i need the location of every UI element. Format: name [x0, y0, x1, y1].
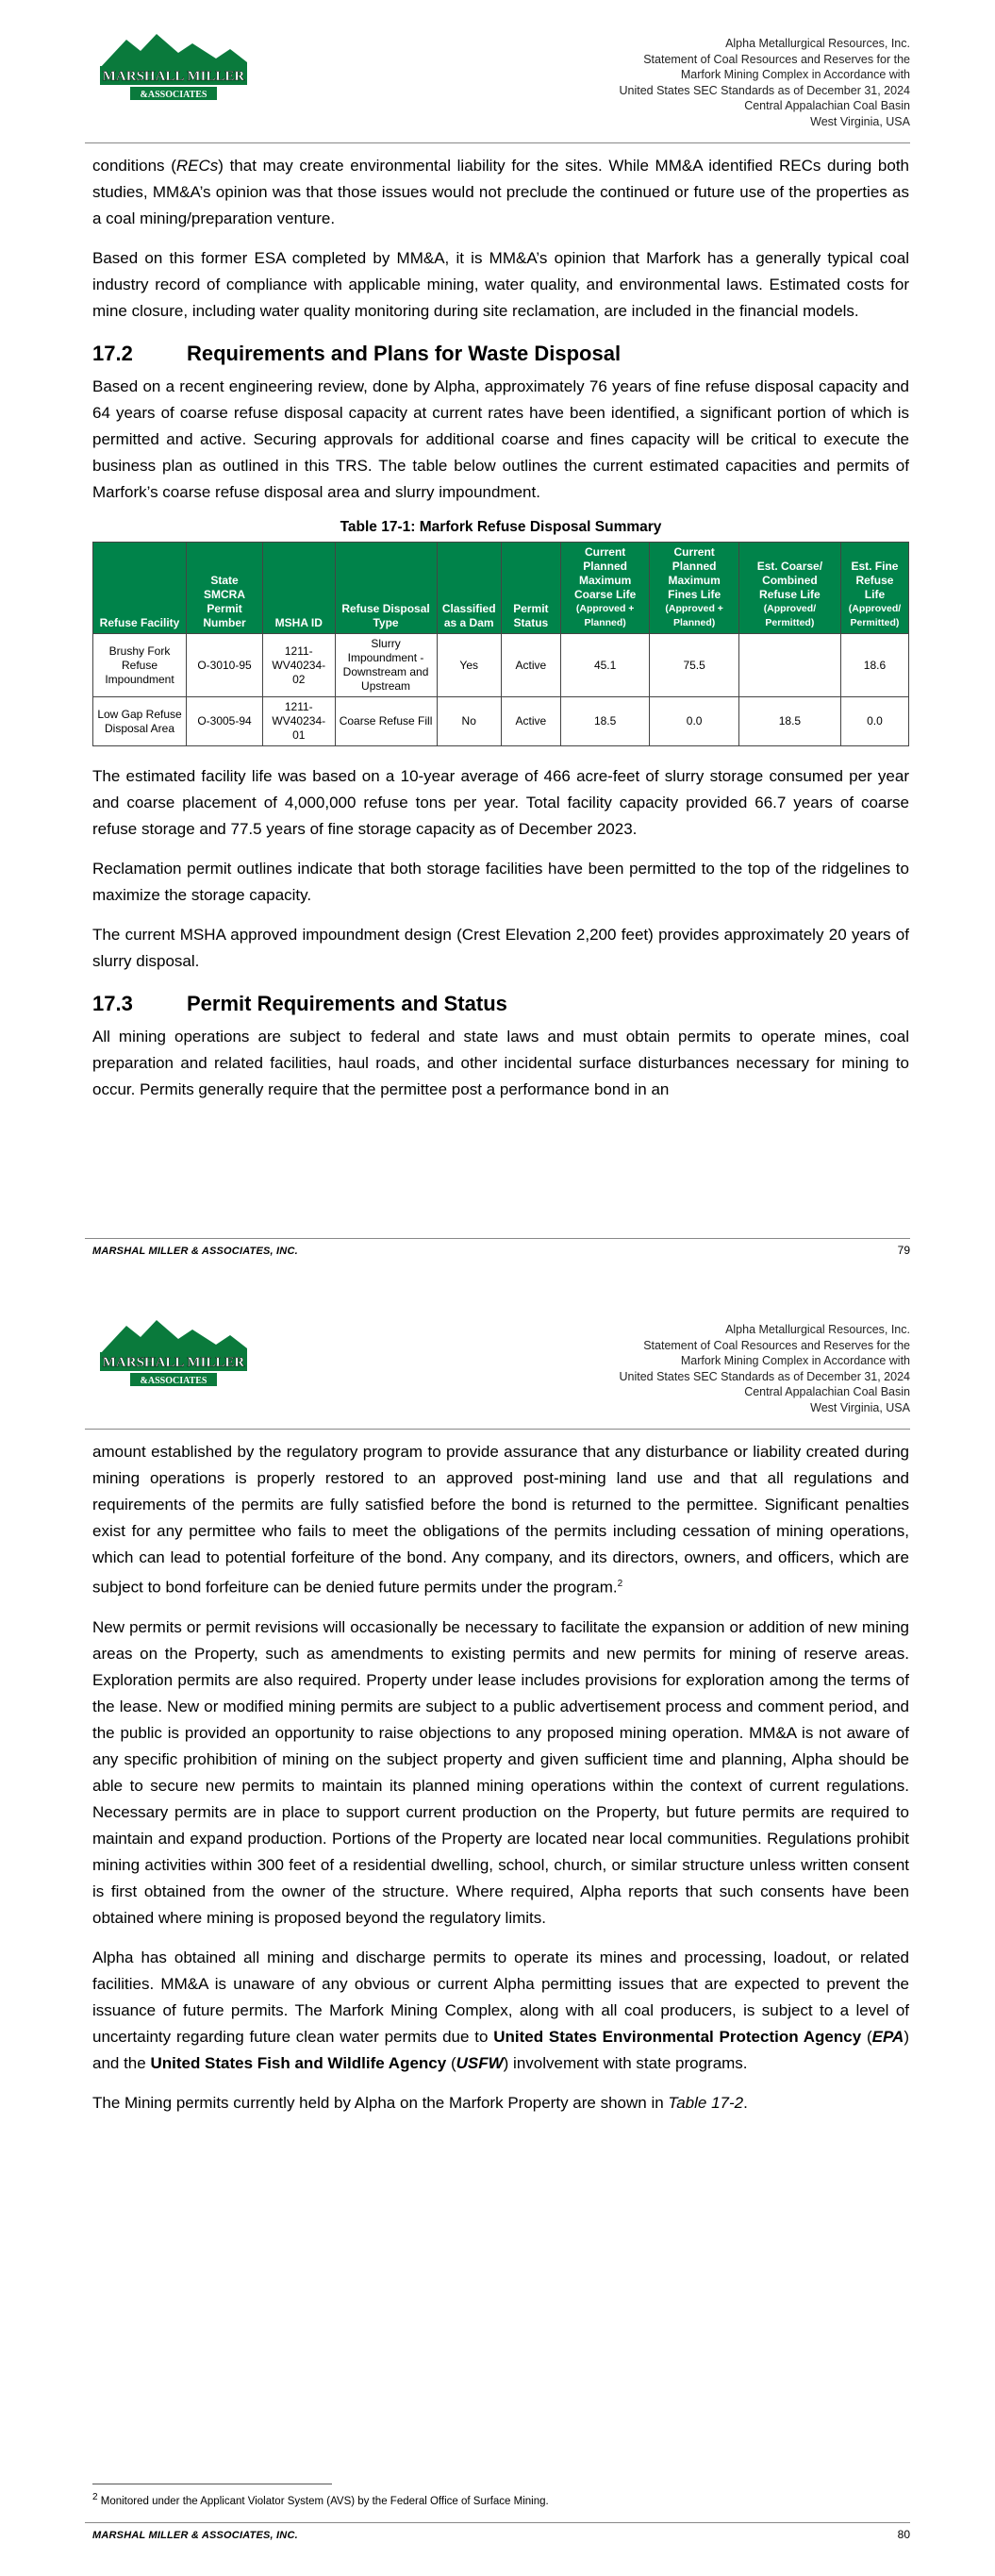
column-header: Current Planned Maximum Coarse Life (Approved + Planned): [560, 543, 650, 634]
table-header-row: [93, 543, 909, 634]
logo-text-top: MARSHALL MILLER: [102, 1355, 245, 1370]
table-row: [93, 634, 909, 697]
page-body: [92, 153, 909, 1116]
paragraph: All mining operations are subject to federal and state laws and must obtain permits to operate mines, coal preparation and related facilities, haul roads, and other incidental surface disturbances necessary for mining to occur. Permits generally require that the permittee post a performance bond in an: [92, 1028, 909, 1098]
page-number: 80: [897, 2528, 910, 2541]
paragraph: Based on a recent engineering review, done by Alpha, approximately 76 years of fine refuse disposal capacity and 64 years of coarse refuse disposal capacity at current rates have been identified, a significant portion of which is permitted and active. Securing approvals for additional coarse and fines capacity will be critical to execute the business plan as outlined in this TRS. The table below outlines the current estimated capacities and permits of Marfork’s coarse refuse disposal area and slurry impoundment.: [92, 377, 909, 501]
table-cell: O-3005-94: [187, 697, 263, 746]
table-reference: Table 17-2: [668, 2093, 744, 2112]
paragraph: New permits or permit revisions will occasionally be necessary to facilitate the expansion or addition of new mining areas on the Property, such as amendments to existing permits and new permits for mining of reserve areas. Exploration permits are also required. Property under lease includes provisions for exploration among the terms of the lease. New or modified mining permits are subject to a public advertisement process and comment period, and the public is provided an opportunity to raise objections to any proposed mining operation. MM&A is not aware of any specific prohibition of mining on the subject property and given sufficient time and planning, Alpha should be able to secure new permits to maintain its planned mining operations within the context of current regulations. Necessary permits are in place to support current production on the Property, but future permits are required to maintain and expand production. Portions of the Property are located near local communities. Regulations prohibit mining activities within 300 feet of a residential dwelling, school, church, or similar structure unless written consent is first obtained from the owner of the structure. Where required, Alpha reports that such consents have been obtained where mining is proposed beyond the regulatory limits.: [92, 1617, 909, 1927]
table-cell: 45.1: [560, 634, 650, 697]
header-line: Central Appalachian Coal Basin: [744, 1385, 910, 1398]
company-logo: [98, 1316, 249, 1388]
footer-company: MARSHAL MILLER & ASSOCIATES, INC.: [92, 2530, 298, 2541]
section-number: 17.3: [92, 992, 133, 1015]
header-line: Alpha Metallurgical Resources, Inc.: [725, 1323, 910, 1336]
table-row: [93, 697, 909, 746]
column-header: Permit Status: [501, 543, 560, 634]
header-line: United States SEC Standards as of December 31, 2024: [619, 1369, 910, 1383]
footnote-ref: 2: [617, 1579, 623, 1589]
header-line: United States SEC Standards as of December 31, 2024: [619, 83, 910, 97]
table-cell: Active: [501, 634, 560, 697]
logo-text-bottom: &ASSOCIATES: [140, 1376, 207, 1386]
header-divider: [85, 1429, 910, 1430]
header-divider: [85, 142, 910, 143]
section-title: Permit Requirements and Status: [187, 992, 507, 1015]
header-line: Central Appalachian Coal Basin: [744, 99, 910, 112]
paragraph: The Mining permits currently held by Alpha on the Marfork Property are shown in Table 17-2.: [92, 2093, 748, 2112]
header-line: West Virginia, USA: [810, 1400, 910, 1414]
paragraph: The current MSHA approved impoundment design (Crest Elevation 2,200 feet) provides approximately 20 years of slurry disposal.: [92, 926, 909, 970]
column-header: Current Planned Maximum Fines Life (Approved + Planned): [650, 543, 739, 634]
footnote: $^2$ Monitored under the Applicant Violator System (AVS) by the Federal Office of Surface Mining.: [92, 2492, 549, 2507]
report-header: [619, 36, 910, 129]
column-header: Refuse Disposal Type: [335, 543, 437, 634]
footer-divider: [85, 1238, 910, 1239]
section-heading: [92, 338, 909, 370]
table-cell: Active: [501, 697, 560, 746]
header-line: Statement of Coal Resources and Reserves for the: [643, 1338, 910, 1352]
paragraph: conditions (RECs) that may create environmental liability for the sites. While MM&A identified RECs during both studies, MM&A’s opinion was that those issues would not preclude the continued or future use of the properties as a coal mining/preparation venture.: [92, 157, 909, 227]
footer-divider: [85, 2522, 910, 2523]
refuse-disposal-table: [92, 542, 909, 746]
column-header: MSHA ID: [263, 543, 336, 634]
table-cell: 0.0: [840, 697, 908, 746]
page-number: 79: [897, 1244, 910, 1257]
paragraph: Based on this former ESA completed by MM&A, it is MM&A’s opinion that Marfork has a generally typical coal industry record of compliance with applicable mining, water quality, and environmental laws. Estimated costs for mine closure, including water quality monitoring during site reclamation, are included in the financial models.: [92, 249, 909, 320]
table-cell: 75.5: [650, 634, 739, 697]
table-cell: O-3010-95: [187, 634, 263, 697]
table-cell: Yes: [437, 634, 501, 697]
report-header: [619, 1322, 910, 1415]
footer-company: MARSHAL MILLER & ASSOCIATES, INC.: [92, 1246, 298, 1257]
table-cell: Coarse Refuse Fill: [335, 697, 437, 746]
table-cell: 18.6: [840, 634, 908, 697]
paragraph: amount established by the regulatory program to provide assurance that any disturbance or liability created during mining operations is properly restored to an approved post-mining land use and that all regulations and requirements of the permits are fully satisfied before the bond is returned to the permittee. Significant penalties exist for any permittee who fails to meet the obligations of the permits including cessation of mining operations, which can lead to potential forfeiture of the bond. Any company, and its directors, owners, and officers, which are subject to bond forfeiture can be denied future permits under the program.$^2$: [92, 1443, 909, 1597]
table-cell: [738, 634, 840, 697]
table-cell: 1211-WV40234-01: [263, 697, 336, 746]
column-header: State SMCRA Permit Number: [187, 543, 263, 634]
page-body: [92, 1439, 909, 2130]
logo-text-top: MARSHALL MILLER: [102, 69, 245, 84]
table-cell: No: [437, 697, 501, 746]
header-line: Statement of Coal Resources and Reserves for the: [643, 52, 910, 66]
column-header: Classified as a Dam: [437, 543, 501, 634]
logo-text-bottom: &ASSOCIATES: [140, 90, 207, 100]
section-title: Requirements and Plans for Waste Disposal: [187, 342, 622, 365]
table-cell: Brushy Fork Refuse Impoundment: [93, 634, 187, 697]
paragraph: The estimated facility life was based on a 10-year average of 466 acre-feet of slurry storage consumed per year and coarse placement of 4,000,000 refuse tons per year. Total facility capacity provided 66.7 years of coarse refuse storage and 77.5 years of fine storage capacity as of December 2023.: [92, 767, 909, 838]
table-cell: 18.5: [560, 697, 650, 746]
header-line: West Virginia, USA: [810, 114, 910, 128]
table-cell: 18.5: [738, 697, 840, 746]
section-heading: [92, 988, 909, 1020]
page-80: [0, 1288, 995, 2576]
table-cell: 1211-WV40234-02: [263, 634, 336, 697]
table-cell: Low Gap Refuse Disposal Area: [93, 697, 187, 746]
paragraph: Alpha has obtained all mining and discharge permits to operate its mines and processing, loadout, or related facilities. MM&A is unaware of any obvious or current Alpha permitting issues that are expected to prevent the issuance of future permits. The Marfork Mining Complex, along with all coal producers, is subject to a level of uncertainty regarding future clean water permits due to United States Environmental Protection Agency (EPA) and the United States Fish and Wildlife Agency (USFW) involvement with state programs.: [92, 1948, 909, 2072]
company-logo: [98, 30, 249, 102]
table-cell: Slurry Impoundment - Downstream and Upstream: [335, 634, 437, 697]
column-header: Refuse Facility: [93, 543, 187, 634]
header-line: Marfork Mining Complex in Accordance with: [680, 1354, 910, 1367]
table-caption: Table 17-1: Marfork Refuse Disposal Summary: [340, 519, 662, 535]
column-header: Est. Fine Refuse Life (Approved/ Permitted): [840, 543, 908, 634]
table-cell: 0.0: [650, 697, 739, 746]
paragraph: Reclamation permit outlines indicate that both storage facilities have been permitted to the top of the ridgelines to maximize the storage capacity.: [92, 860, 909, 904]
header-line: Alpha Metallurgical Resources, Inc.: [725, 37, 910, 50]
header-line: Marfork Mining Complex in Accordance with: [680, 68, 910, 81]
section-number: 17.2: [92, 342, 133, 365]
column-header: Est. Coarse/ Combined Refuse Life (Approved/ Permitted): [738, 543, 840, 634]
